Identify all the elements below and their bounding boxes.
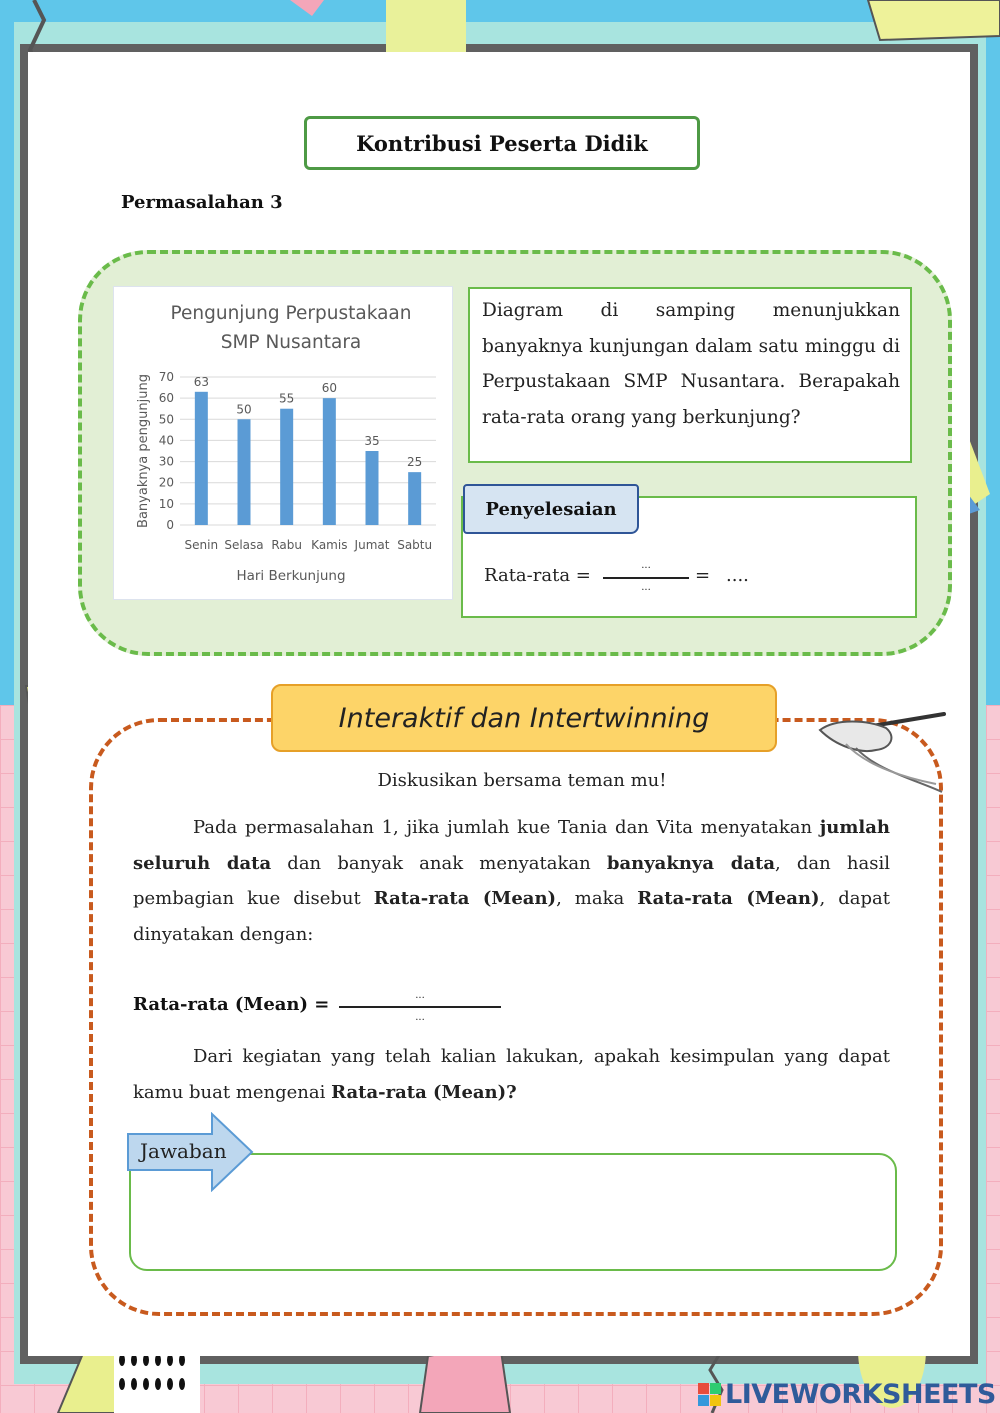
discussion-instruction: Diskusikan bersama teman mu!	[377, 770, 667, 791]
fraction-bar	[603, 577, 689, 579]
x-axis-title: Hari Berkunjung	[236, 568, 346, 584]
bar-kamis	[323, 398, 336, 525]
solution-tab: Penyelesaian	[463, 484, 639, 534]
bold-term: Rata-rata (Mean)?	[331, 1081, 517, 1103]
y-tick-label: 40	[158, 433, 174, 448]
paragraph-definition	[133, 810, 890, 952]
mean-label: Rata-rata =	[484, 565, 591, 586]
text-run: Pada permasalahan 1, jika jumlah kue Tania dan Vita menyatakan	[193, 817, 820, 838]
x-tick-label: Rabu	[271, 538, 302, 552]
watermark	[698, 1376, 996, 1412]
x-tick-label: Kamis	[311, 538, 348, 552]
formula-numerator-blank[interactable]: ...	[415, 990, 425, 1001]
bar-sabtu	[408, 472, 421, 525]
data-label: 60	[321, 381, 337, 396]
watermark-logo-icon	[698, 1383, 721, 1406]
x-tick-label: Sabtu	[397, 538, 433, 552]
section-banner: Interaktif dan Intertwinning	[271, 684, 777, 752]
y-tick-label: 50	[158, 412, 174, 427]
fraction-bar	[339, 1006, 501, 1008]
text-run: , dapat dinyatakan dengan:	[133, 888, 890, 945]
page-title: Kontribusi Peserta Didik	[304, 116, 700, 170]
mean-fraction	[603, 560, 689, 596]
chart-title: SMP Nusantara	[220, 332, 362, 353]
y-tick-label: 0	[166, 518, 174, 532]
y-tick-label: 10	[158, 496, 174, 511]
data-label: 55	[279, 391, 295, 406]
mean-denominator-blank[interactable]: ...	[641, 582, 651, 593]
bar-rabu	[280, 409, 293, 525]
bar-chart	[114, 287, 452, 599]
text-run: , maka	[556, 888, 638, 909]
text-run: dan banyak anak menyatakan	[271, 852, 607, 874]
x-tick-label: Jumat	[354, 538, 390, 552]
text-run: , dan hasil pembagian kue disebut	[133, 852, 890, 909]
y-tick-label: 70	[158, 370, 174, 384]
chart-title: Pengunjung Perpustakaan	[170, 303, 412, 324]
bar-selasa	[238, 419, 251, 525]
data-label: 35	[364, 434, 380, 448]
mean-formula-label: Rata-rata (Mean) =	[133, 994, 330, 1015]
y-tick-label: 60	[158, 391, 174, 406]
data-label: 25	[407, 455, 423, 470]
x-tick-label: Selasa	[224, 538, 264, 552]
mean-answer-blank[interactable]: ....	[726, 565, 749, 586]
y-tick-label: 30	[158, 454, 174, 469]
data-label: 50	[236, 402, 252, 417]
pink-shape-decoration	[290, 0, 324, 16]
x-tick-label: Senin	[184, 538, 219, 552]
formula-denominator-blank[interactable]: ...	[415, 1012, 425, 1023]
chart-card	[113, 286, 453, 600]
mean-numerator-blank[interactable]: ...	[641, 560, 651, 571]
problem-label: Permasalahan 3	[121, 192, 283, 213]
bold-term: banyaknya data	[606, 852, 775, 874]
bold-term: Rata-rata (Mean)	[373, 888, 557, 909]
text-run: Dari kegiatan yang telah kalian lakukan, apakah kesimpulan yang dapat kamu buat mengenai	[133, 1046, 890, 1103]
bold-term: jumlah seluruh data	[133, 817, 890, 874]
yellow-block-decoration	[386, 0, 466, 56]
bar-senin	[195, 392, 208, 525]
paragraph-conclusion-question	[133, 1039, 890, 1110]
answer-label: Jawaban	[140, 1139, 227, 1163]
data-label: 63	[193, 374, 209, 389]
bold-term: Rata-rata (Mean)	[637, 888, 820, 909]
bar-jumat	[366, 451, 379, 525]
y-tick-label: 20	[158, 475, 174, 490]
equals-sign: =	[695, 565, 711, 586]
mean-formula-fraction	[339, 990, 501, 1026]
y-axis-title: Banyaknya pengunjung	[136, 374, 151, 528]
yellow-triangle-top-decoration	[868, 0, 1000, 40]
question-text: Diagram di samping menunjukkan banyaknya kunjungan dalam satu minggu di Perpustakaan SMP Nusantara. Berapakah rata-rata orang yang berkunjung?	[468, 287, 912, 463]
watermark-text: LIVEWORKSHEETS	[725, 1378, 996, 1410]
